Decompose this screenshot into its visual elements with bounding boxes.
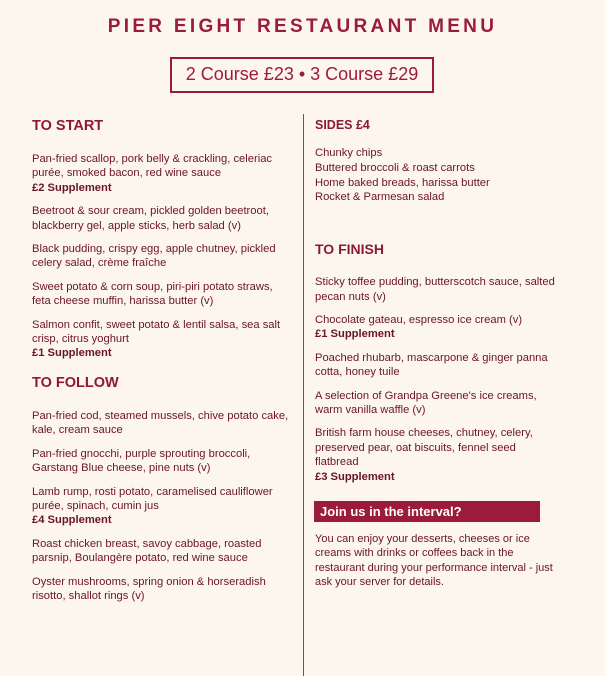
section-heading-finish: TO FINISH <box>315 241 384 258</box>
menu-item <box>32 575 294 604</box>
menu-item <box>32 204 294 233</box>
menu-item <box>315 426 555 484</box>
menu-item-text: Pan-fried scallop, pork belly & crackling, celeriac purée, smoked bacon, red wine sauce <box>32 153 273 180</box>
menu-item-text: Roast chicken breast, savoy cabbage, roasted parsnip, Boulangère potato, red wine sauce <box>32 537 262 565</box>
section-heading-sides: SIDES £4 <box>315 118 370 132</box>
sides-list <box>315 146 555 205</box>
menu-item <box>315 313 555 342</box>
menu-item <box>315 275 555 304</box>
menu-item-text: Salmon confit, sweet potato & lentil salsa, sea salt crisp, citrus yoghurt <box>32 318 281 346</box>
side-item: Rocket & Parmesan salad <box>315 191 445 204</box>
menu-item-text: Pan-fried cod, steamed mussels, chive potato cake, kale, cream sauce <box>32 409 289 437</box>
supplement-label: £3 Supplement <box>315 470 395 483</box>
menu-item <box>32 318 294 361</box>
supplement-label: £1 Supplement <box>32 347 112 360</box>
menu-item <box>315 389 555 418</box>
supplement-label: £2 Supplement <box>32 181 112 194</box>
menu-item <box>32 152 294 195</box>
menu-item-text: Beetroot & sour cream, pickled golden beetroot, blackberry gel, apple sticks, herb salad (v) <box>32 205 269 232</box>
interval-banner: Join us in the interval? <box>314 501 540 522</box>
menu-item-text: A selection of Grandpa Greene's ice creams, warm vanilla waffle (v) <box>315 389 537 417</box>
side-item: Chunky chips <box>315 147 383 159</box>
side-item: Home baked breads, harissa butter <box>315 176 490 189</box>
menu-item <box>32 280 294 309</box>
menu-item-text: Lamb rump, rosti potato, caramelised cauliflower purée, spinach, cumin jus <box>32 485 273 512</box>
menu-item <box>32 537 294 566</box>
menu-item <box>32 485 294 528</box>
column-divider <box>303 114 304 676</box>
side-item: Buttered broccoli & roast carrots <box>315 161 475 174</box>
menu-item-text: Black pudding, crispy egg, apple chutney, pickled celery salad, crème fraîche <box>32 243 276 270</box>
menu-item-text: British farm house cheeses, chutney, celery, preserved pear, oat biscuits, fennel seed flatbread <box>315 427 533 469</box>
section-heading-follow: TO FOLLOW <box>32 374 119 391</box>
course-pricing: 2 Course £23 • 3 Course £29 <box>170 57 434 93</box>
interval-text: You can enjoy your desserts, cheeses or ice creams with drinks or coffees back in the restaurant during your performance interval - just ask your server for details. <box>315 533 553 589</box>
menu-item-text: Pan-fried gnocchi, purple sprouting broccoli, Garstang Blue cheese, pine nuts (v) <box>32 447 251 475</box>
menu-item <box>32 409 294 438</box>
menu-item-text: Sweet potato & corn soup, piri-piri potato straws, feta cheese muffin, harissa butter (v) <box>32 280 273 308</box>
menu-title: PIER EIGHT RESTAURANT MENU <box>107 16 498 37</box>
menu-item-text: Oyster mushrooms, spring onion & horseradish risotto, shallot rings (v) <box>32 575 266 602</box>
supplement-label: £1 Supplement <box>315 328 395 341</box>
left-column <box>32 118 294 612</box>
menu-item-text: Sticky toffee pudding, butterscotch sauce, salted pecan nuts (v) <box>315 276 555 303</box>
menu-item-text: Poached rhubarb, mascarpone & ginger panna cotta, honey tuile <box>315 351 548 379</box>
menu-item <box>32 447 294 476</box>
supplement-label: £4 Supplement <box>32 514 112 527</box>
right-column <box>315 118 555 590</box>
menu-item <box>32 242 294 271</box>
menu-item-text: Chocolate gateau, espresso ice cream (v) <box>315 314 523 326</box>
menu-item <box>315 351 555 380</box>
section-heading-start: TO START <box>32 118 104 134</box>
